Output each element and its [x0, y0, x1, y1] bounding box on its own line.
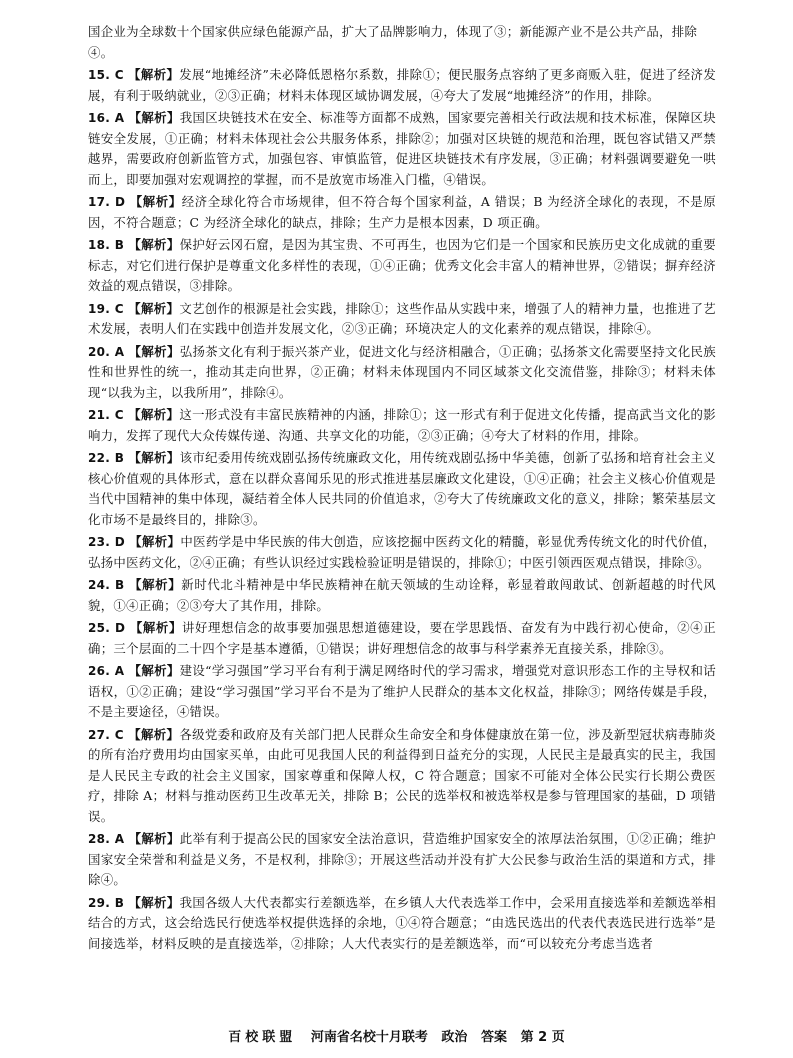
answer-item [88, 448, 716, 530]
analysis-tag: 【解析】 [129, 620, 182, 635]
analysis-tag: 【解析】 [128, 300, 180, 316]
analysis-tag: 【解析】 [128, 237, 180, 252]
answer-item [88, 725, 716, 828]
analysis-text: 我国区块链技术在安全、标准等方面都不成熟，国家要完善相关行政法规和技术标准，保障区块链安全发展，①正确；材料未体现社会公共服务体系，排除②；加强对区块链的规范和治理，既包容试错又严禁越界，需要政府创新监管方式，加强包容、审慎监管，促进区块链技术有序发展，③正确；材料强调要避免一哄而上，即要加强对宏观调控的掌握，而不是放宽市场准入门槛，④错误。 [88, 110, 716, 187]
doc-type: 答案 [481, 1030, 508, 1045]
analysis-text: 这一形式没有丰富民族精神的内涵，排除①；这一形式有利于促进文化传播，提高武当文化的影响力，发挥了现代大众传媒传递、沟通、共享文化的功能，②③正确；④夸大了材料的作用，排除。 [88, 407, 716, 443]
answer-key: 16. A [88, 111, 125, 125]
analysis-text: 弘扬茶文化有利于振兴茶产业，促进文化与经济相融合，①正确；弘扬茶文化需要坚持文化民族性和世界性的统一，推动其走向世界，②正确；材料未体现国内不同区域茶文化交流借鉴，排除③；材料未体现“以我为主，以我所用”，排除④。 [88, 343, 716, 400]
analysis-text: 中医药学是中华民族的伟大创造，应该挖掘中医药文化的精髓，彰显优秀传统文化的时代价值，弘扬中医药文化，②④正确；有些认识经过实践检验证明是错误的，排除①；中医引领西医观点错误，排除③。 [88, 534, 716, 570]
analysis-text: 讲好理想信念的故事要加强思想道德建设，要在学思践悟、奋发有为中践行初心使命，②④正确；三个层面的二十四个字是基本遵循，①错误；讲好理想信念的故事与科学素养无直接关系，排除③。 [88, 620, 716, 656]
analysis-tag: 【解析】 [128, 726, 180, 742]
answer-item [88, 192, 716, 233]
analysis-tag: 【解析】 [129, 194, 182, 209]
analysis-tag: 【解析】 [128, 663, 180, 678]
answer-key: 17. D [88, 195, 126, 209]
answer-item [88, 575, 716, 616]
analysis-tag: 【解析】 [129, 534, 181, 549]
answer-key: 15. C [88, 68, 124, 82]
answer-key: 26. A [88, 664, 125, 678]
answer-key: 25. D [88, 621, 126, 635]
analysis-tag: 【解析】 [128, 67, 180, 82]
analysis-tag: 【解析】 [129, 577, 182, 592]
answer-key: 18. B [88, 238, 125, 252]
analysis-tag: 【解析】 [128, 343, 180, 359]
analysis-tag: 【解析】 [128, 110, 180, 125]
analysis-tag: 【解析】 [128, 894, 180, 910]
answer-key: 22. B [88, 451, 125, 465]
analysis-text: 发展“地摊经济”未必降低恩格尔系数，排除①；便民服务点容纳了更多商贩入驻，促进了经济发展，有利于吸纳就业，②③正确；材料未体现区域协调发展，④夸大了发展“地摊经济”的作用，排除。 [88, 67, 717, 103]
analysis-tag: 【解析】 [128, 831, 180, 846]
answer-key: 27. C [88, 727, 124, 742]
answer-item [88, 618, 716, 659]
answer-key: 29. B [88, 895, 125, 910]
analysis-text: 此举有利于提高公民的国家安全法治意识，营造维护国家安全的浓厚法治氛围，①②正确；维护国家安全荣誉和利益是义务，不是权利，排除③；开展这些活动并没有扩大公民参与政治生活的渠道和方式，排除④。 [88, 831, 716, 887]
exam-name: 河南省名校十月联考 [310, 1030, 428, 1045]
answer-item [88, 405, 716, 446]
answer-item [88, 893, 716, 955]
analysis-text: 经济全球化符合市场规律，但不符合每个国家利益，A 错误；B 为经济全球化的表现，不是原因，不符合题意；C 为经济全球化的缺点，排除；生产力是根本因素，D 项正确。 [88, 194, 716, 230]
answer-key: 20. A [88, 344, 125, 359]
answer-key: 23. D [88, 535, 125, 549]
analysis-tag: 【解析】 [128, 450, 180, 465]
analysis-text: 该市纪委用传统戏剧弘扬传统廉政文化，用传统戏剧弘扬中华美德，创新了弘扬和培育社会主义核心价值观的具体形式，意在以群众喜闻乐见的形式推进基层廉政文化建设，①④正确；社会主义核心价值观是当代中国精神的集中体现，凝结着全体人民共同的价值追求，②夸大了传统廉政文化的意义，排除；繁荣基层文化市场不是最终目的，排除③。 [88, 450, 716, 527]
answer-item [88, 299, 716, 340]
analysis-text: 保护好云冈石窟，是因为其宝贵、不可再生，也因为它们是一个国家和民族历史文化成就的重要标志，对它们进行保护是尊重文化多样性的表现，①④正确；优秀文化会丰富人的精神世界，②错误；摒弃经济效益的观点错误，③排除。 [88, 237, 716, 293]
answer-item [88, 65, 716, 106]
answer-item [88, 342, 716, 404]
analysis-text: 建设“学习强国”学习平台有利于满足网络时代的学习需求，增强党对意识形态工作的主导权和话语权，①②正确；建设“学习强国”学习平台不是为了维护人民群众的基本文化权益，排除③；网络传媒是手段，不是主要途径，④错误。 [88, 663, 716, 719]
answer-key: 21. C [88, 408, 124, 422]
answer-key: 24. B [88, 578, 125, 592]
page-footer [0, 1026, 793, 1045]
answer-item [88, 532, 716, 573]
answer-item [88, 661, 716, 723]
answer-key: 28. A [88, 832, 125, 846]
answer-page [88, 22, 716, 956]
analysis-text: 各级党委和政府及有关部门把人民群众生命安全和身体健康放在第一位，涉及新型冠状病毒肺炎的所有治疗费用均由国家买单，由此可见我国人民的利益得到日益充分的实现，人民民主是最真实的民主，我国是人民民主专政的社会主义国家，国家尊重和保障人权，C 符合题意；国家不可能对全体公民实行长期公费医疗，排除 A；材料与推动医药卫生改革无关，排除 B；公民的选举权和被选举权是参与管理国家的基础，D 项错误。 [88, 726, 716, 824]
subject-name: 政治 [441, 1030, 468, 1045]
analysis-tag: 【解析】 [128, 407, 180, 422]
analysis-text: 我国各级人大代表都实行差额选举，在乡镇人大代表选举工作中，会采用直接选举和差额选举相结合的方式，这会给选民行使选举权提供选择的余地，①④符合题意；“由选民选出的代表代表选民进行选举”是间接选举，材料反映的是直接选举，②排除；人大代表实行的是差额选举，而“可以较充分考虑当选者 [88, 894, 716, 951]
answer-item [88, 829, 716, 891]
answer-item [88, 235, 716, 297]
answer-item [88, 108, 716, 190]
page-number: 第 2 页 [520, 1030, 565, 1045]
brand-logo: 百校联盟 [228, 1030, 297, 1045]
analysis-text: 新时代北斗精神是中华民族精神在航天领域的生动诠释，彰显着敢闯敢试、创新超越的时代风貌，①④正确；②③夸大了其作用，排除。 [88, 577, 716, 613]
analysis-text: 文艺创作的根源是社会实践，排除①；这些作品从实践中来，增强了人的精神力量，也推进了艺术发展，表明人们在实践中创造并发展文化，②③正确；环境决定人的文化素养的观点错误，排除④。 [88, 300, 716, 336]
answer-list [88, 65, 716, 954]
answer-key: 19. C [88, 301, 124, 316]
intro-line: 国企业为全球数十个国家供应绿色能源产品，扩大了品牌影响力，体现了③；新能源产业不是公共产品，排除④。 [88, 24, 698, 60]
